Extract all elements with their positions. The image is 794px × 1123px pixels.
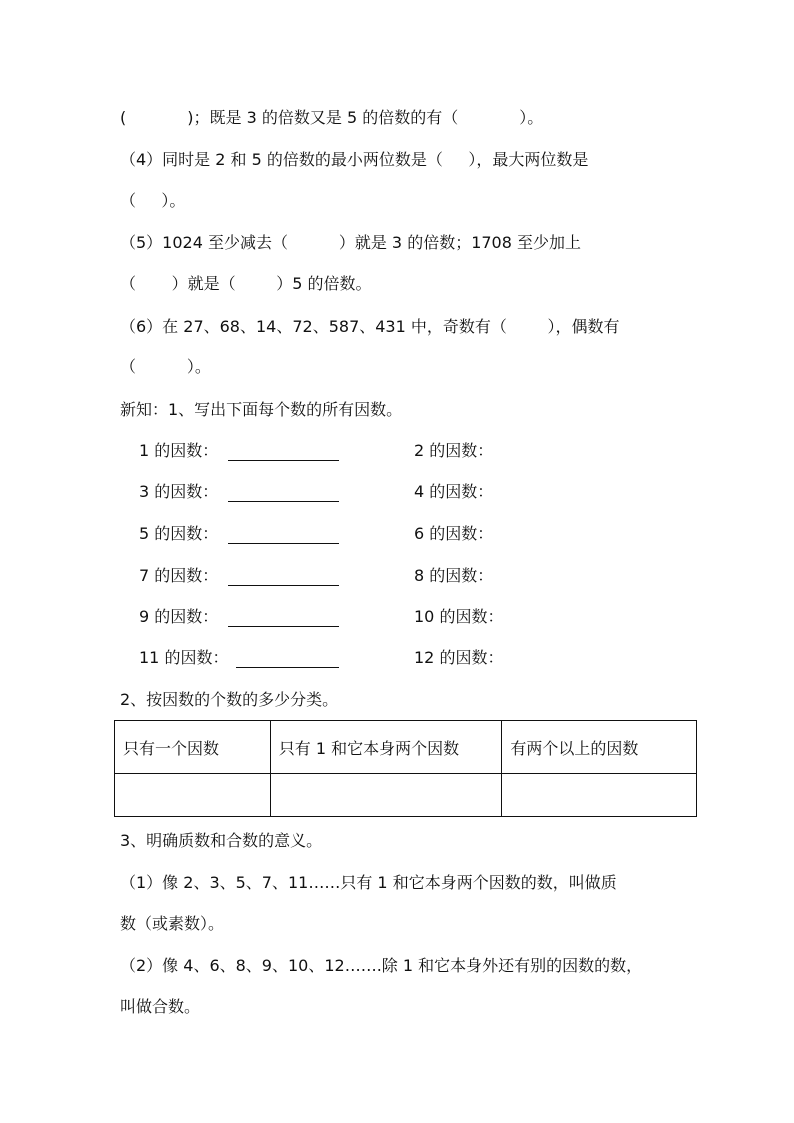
factor-label: 1 的因数： bbox=[139, 441, 219, 460]
column-header: 只有一个因数 bbox=[115, 721, 271, 774]
question-5-line-1: （5）1024 至少减去（ ）就是 3 的倍数；1708 至少加上 bbox=[120, 233, 582, 252]
answer-blank[interactable] bbox=[236, 667, 339, 668]
table-row bbox=[115, 774, 697, 817]
classify-heading: 2、按因数的个数的多少分类。 bbox=[120, 690, 339, 709]
question-6-line-1: （6）在 27、68、14、72、587、431 中，奇数有（ ），偶数有 bbox=[120, 317, 620, 336]
classify-table bbox=[114, 720, 697, 817]
prime-definition-line-1: （1）像 2、3、5、7、11……只有 1 和它本身两个因数的数，叫做质 bbox=[120, 873, 617, 892]
answer-blank[interactable] bbox=[228, 543, 339, 544]
answer-cell[interactable] bbox=[115, 774, 271, 817]
question-4-line-2: （ ）。 bbox=[120, 191, 186, 210]
factor-label: 2 的因数： bbox=[414, 441, 494, 460]
question-4-line-1: （4）同时是 2 和 5 的倍数的最小两位数是（ ），最大两位数是 bbox=[120, 150, 589, 169]
factor-label: 11 的因数： bbox=[139, 648, 229, 667]
column-header: 有两个以上的因数 bbox=[502, 721, 697, 774]
meaning-heading: 3、明确质数和合数的意义。 bbox=[120, 831, 323, 850]
composite-definition-line-1: （2）像 4、6、8、9、10、12…….除 1 和它本身外还有别的因数的数， bbox=[120, 956, 643, 975]
factor-label: 9 的因数： bbox=[139, 607, 219, 626]
answer-blank[interactable] bbox=[228, 626, 339, 627]
factor-label: 8 的因数： bbox=[414, 566, 494, 585]
factor-label: 4 的因数： bbox=[414, 482, 494, 501]
factor-label: 6 的因数： bbox=[414, 524, 494, 543]
table-header-row bbox=[115, 721, 697, 774]
composite-definition-line-2: 叫做合数。 bbox=[120, 997, 201, 1016]
review-line-1: ( )；既是 3 的倍数又是 5 的倍数的有（ ）。 bbox=[120, 108, 544, 127]
factor-label: 5 的因数： bbox=[139, 524, 219, 543]
factor-label: 10 的因数： bbox=[414, 607, 504, 626]
answer-blank[interactable] bbox=[228, 501, 339, 502]
factor-label: 12 的因数： bbox=[414, 648, 504, 667]
column-header: 只有 1 和它本身两个因数 bbox=[270, 721, 502, 774]
new-knowledge-heading: 新知：1、写出下面每个数的所有因数。 bbox=[120, 400, 403, 419]
answer-blank[interactable] bbox=[228, 585, 339, 586]
question-6-line-2: （ ）。 bbox=[120, 357, 211, 376]
answer-cell[interactable] bbox=[502, 774, 697, 817]
answer-cell[interactable] bbox=[270, 774, 502, 817]
prime-definition-line-2: 数（或素数）。 bbox=[120, 914, 225, 933]
answer-blank[interactable] bbox=[228, 460, 339, 461]
question-5-line-2: （ ）就是（ ）5 的倍数。 bbox=[120, 274, 372, 293]
factor-label: 7 的因数： bbox=[139, 566, 219, 585]
factor-label: 3 的因数： bbox=[139, 482, 219, 501]
